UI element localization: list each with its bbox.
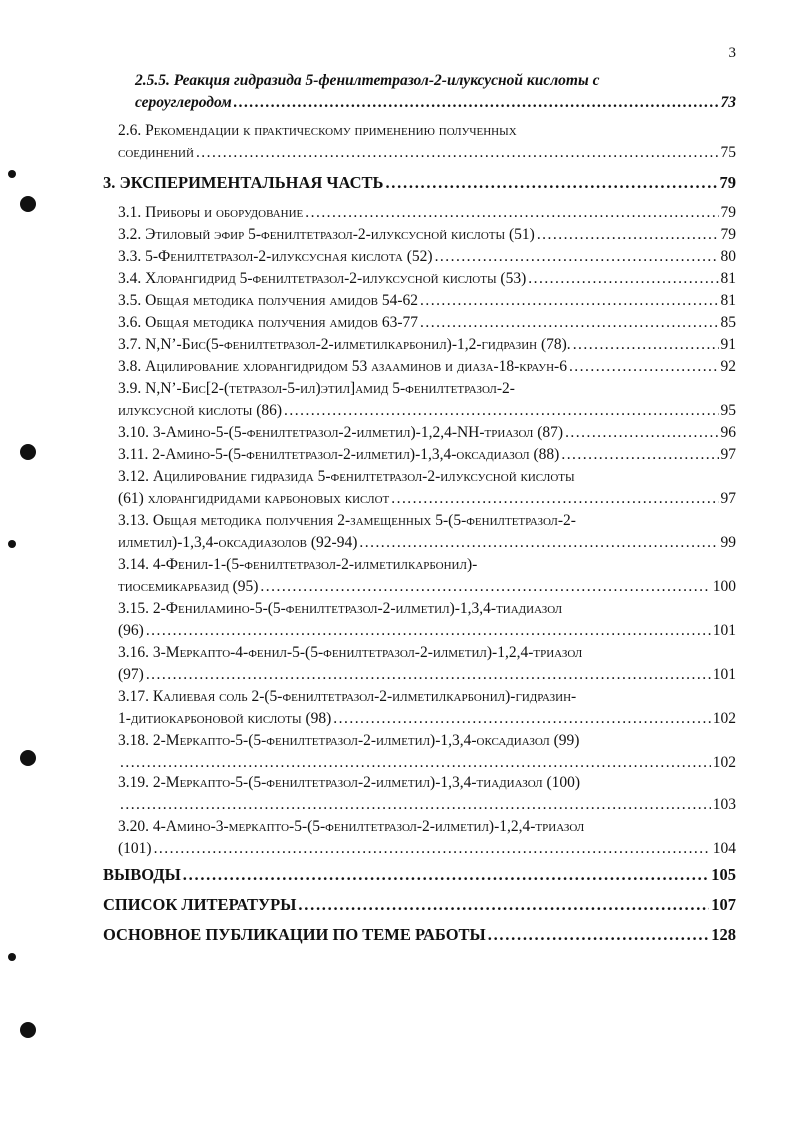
toc-page-number: 97 bbox=[720, 446, 736, 463]
toc-dot-leader bbox=[573, 334, 719, 356]
toc-entry-title: сероуглеродом bbox=[135, 94, 232, 111]
toc-page-number: 79 bbox=[720, 226, 736, 243]
toc-entry-title: ВЫВОДЫ bbox=[103, 865, 181, 884]
toc-entry-title: тиосемикарбазид (95) bbox=[118, 578, 259, 595]
toc-page-number: 95 bbox=[720, 402, 736, 419]
toc-entry-line bbox=[118, 400, 736, 422]
toc-entry-title: 3.18. 2-Меркапто-5-(5-фенилтетразол-2-илметил)-1,3,4-оксадиазол (99) bbox=[118, 732, 580, 749]
toc-entry-title: 3.2. Этиловый эфир 5-фенилтетразол-2-илуксусной кислоты (51) bbox=[118, 226, 535, 243]
toc-entry-line-cont bbox=[118, 554, 477, 576]
toc-page-number: 79 bbox=[720, 204, 736, 221]
toc-dot-leader bbox=[561, 444, 718, 466]
toc-dot-leader bbox=[146, 664, 711, 686]
toc-entry-title: 1-дитиокарбоновой кислоты (98) bbox=[118, 710, 332, 727]
toc-entry-title: 3.14. 4-Фенил-1-(5-фенилтетразол-2-илметилкарбонил)- bbox=[118, 556, 478, 573]
toc-dot-leader bbox=[488, 924, 710, 946]
toc-entry-title: ОСНОВНОЕ ПУБЛИКАЦИИ ПО ТЕМЕ РАБОТЫ bbox=[103, 925, 486, 944]
toc-entry-line-cont bbox=[118, 598, 562, 620]
toc-page-number: 81 bbox=[720, 292, 736, 309]
toc-entry-line-cont bbox=[118, 816, 584, 838]
toc-entry-title: (96) bbox=[118, 622, 144, 639]
toc-dot-leader bbox=[120, 752, 711, 774]
binder-hole bbox=[8, 540, 16, 548]
toc-entry-line bbox=[118, 620, 736, 642]
toc-entry-title: илуксусной кислоты (86) bbox=[118, 402, 283, 419]
toc-dot-leader bbox=[146, 620, 711, 642]
toc-entry-line bbox=[118, 422, 736, 444]
toc-page-number: 107 bbox=[711, 895, 736, 914]
toc-entry-title: 2.5.5. Реакция гидразида 5-фенилтетразол-2-илуксусной кислоты с bbox=[135, 72, 600, 89]
toc-dot-leader bbox=[284, 400, 718, 422]
toc-entry-line bbox=[103, 924, 736, 946]
toc-page-number: 91 bbox=[720, 336, 736, 353]
toc-entry-line bbox=[118, 664, 736, 686]
toc-page-number: 128 bbox=[711, 925, 736, 944]
toc-entry-title: 3.8. Ацилирование хлорангидридом 53 азааминов и диаза-18-краун-6 bbox=[118, 358, 567, 375]
toc-dot-leader bbox=[305, 202, 718, 224]
toc-dot-leader bbox=[420, 312, 718, 334]
toc-page-number: 85 bbox=[720, 314, 736, 331]
toc-page-number: 79 bbox=[719, 173, 736, 192]
toc-entry-line bbox=[118, 488, 736, 510]
toc-dot-leader bbox=[528, 268, 718, 290]
toc-dot-leader bbox=[435, 246, 719, 268]
toc-entry-line bbox=[118, 224, 736, 246]
toc-entry-title: 3.10. 3-Амино-5-(5-фенилтетразол-2-илметил)-1,2,4-NH-триазол (87) bbox=[118, 424, 564, 441]
toc-entry-line bbox=[118, 356, 736, 378]
toc-entry-line bbox=[135, 92, 736, 114]
toc-entry-line-cont bbox=[118, 120, 517, 142]
toc-entry-line bbox=[118, 532, 736, 554]
toc-entry-line bbox=[118, 290, 736, 312]
toc-dot-leader bbox=[234, 92, 719, 114]
toc-dot-leader bbox=[391, 488, 718, 510]
toc-page-number: 75 bbox=[720, 144, 736, 161]
toc-entry-title: 3.5. Общая методика получения амидов 54-62 bbox=[118, 292, 419, 309]
binder-hole bbox=[20, 1022, 36, 1038]
toc-entry-title: 3. ЭКСПЕРИМЕНТАЛЬНАЯ ЧАСТЬ bbox=[103, 173, 384, 192]
toc-entry-line bbox=[103, 864, 736, 886]
toc-entry-line bbox=[118, 142, 736, 164]
toc-entry-line bbox=[118, 444, 736, 466]
toc-dot-leader bbox=[385, 172, 717, 194]
page-number: 3 bbox=[728, 45, 736, 61]
toc-entry-title: 3.13. Общая методика получения 2-замещенных 5-(5-фенилтетразол-2- bbox=[118, 512, 576, 529]
toc-page-number: 92 bbox=[720, 358, 736, 375]
toc-entry-line-cont bbox=[135, 70, 599, 92]
toc-entry-title: 3.20. 4-Амино-3-меркапто-5-(5-фенилтетразол-2-илметил)-1,2,4-триазол bbox=[118, 818, 585, 835]
toc-page-number: 102 bbox=[712, 754, 736, 771]
toc-entry-title: 3.6. Общая методика получения амидов 63-77 bbox=[118, 314, 419, 331]
toc-entry-line-cont bbox=[118, 510, 576, 532]
toc-page-number: 103 bbox=[712, 796, 736, 813]
toc-entry-title: 3.16. 3-Меркапто-4-фенил-5-(5-фенилтетразол-2-илметил)-1,2,4-триазол bbox=[118, 644, 583, 661]
toc-page-number: 104 bbox=[712, 840, 736, 857]
toc-entry-title: (97) bbox=[118, 666, 144, 683]
toc-entry-line-cont bbox=[118, 466, 575, 488]
toc-entry-line bbox=[118, 838, 736, 860]
toc-entry-title: 3.9. N,N’-Бис[2-(тетразол-5-ил)этил]амид 5-фенилтетразол-2- bbox=[118, 380, 515, 397]
toc-entry-title: (61) хлорангидридами карбоновых кислот bbox=[118, 490, 390, 507]
toc-entry-line bbox=[118, 202, 736, 224]
toc-entry-line-cont bbox=[118, 730, 579, 752]
toc-page-number: 99 bbox=[720, 534, 736, 551]
toc-entry-line bbox=[103, 894, 736, 916]
toc-entry-title: 3.7. N,N’-Бис(5-фенилтетразол-2-илметилкарбонил)-1,2-гидразин (78). bbox=[118, 336, 571, 353]
toc-page-number: 96 bbox=[720, 424, 736, 441]
binder-hole bbox=[8, 170, 16, 178]
toc-entry-title: соединений bbox=[118, 144, 194, 161]
toc-entry-line bbox=[103, 172, 736, 194]
toc-dot-leader bbox=[537, 224, 719, 246]
toc-entry-line-cont bbox=[118, 642, 582, 664]
toc-entry-title: 3.1. Приборы и оборудование bbox=[118, 204, 304, 221]
toc-dot-leader bbox=[154, 838, 711, 860]
toc-page-number: 105 bbox=[711, 865, 736, 884]
toc-entry-title: 3.3. 5-Фенилтетразол-2-илуксусная кислота (52) bbox=[118, 248, 433, 265]
toc-entry-line bbox=[118, 576, 736, 598]
toc-dot-leader bbox=[298, 894, 709, 916]
toc-entry-title: 3.4. Хлорангидрид 5-фенилтетразол-2-илуксусной кислоты (53) bbox=[118, 270, 527, 287]
toc-entry-title: СПИСОК ЛИТЕРАТУРЫ bbox=[103, 895, 297, 914]
toc-page-number: 73 bbox=[720, 94, 736, 111]
toc-entry-title: 2.6. Рекомендации к практическому применению полученных bbox=[118, 122, 517, 139]
toc-page-number: 102 bbox=[712, 710, 736, 727]
binder-hole bbox=[8, 953, 16, 961]
toc-page-number: 80 bbox=[720, 248, 736, 265]
toc-dot-leader bbox=[569, 356, 719, 378]
binder-hole bbox=[20, 444, 36, 460]
toc-entry-line bbox=[118, 268, 736, 290]
toc-dot-leader bbox=[359, 532, 718, 554]
toc-entry-title: 3.15. 2-Фениламино-5-(5-фенилтетразол-2-илметил)-1,3,4-тиадиазол bbox=[118, 600, 563, 617]
toc-entry-title: 3.17. Калиевая соль 2-(5-фенилтетразол-2-илметилкарбонил)-гидразин- bbox=[118, 688, 577, 705]
toc-dot-leader bbox=[196, 142, 719, 164]
toc-dot-leader bbox=[183, 864, 709, 886]
binder-hole bbox=[20, 750, 36, 766]
toc-dot-leader bbox=[420, 290, 718, 312]
toc-entry-line bbox=[118, 708, 736, 730]
toc-entry-title: илметил)-1,3,4-оксадиазолов (92-94) bbox=[118, 534, 358, 551]
toc-dot-leader bbox=[260, 576, 710, 598]
toc-entry-title: (101) bbox=[118, 840, 152, 857]
toc-entry-line bbox=[118, 794, 736, 816]
toc-entry-line-cont bbox=[118, 686, 576, 708]
toc-entry-line-cont bbox=[118, 378, 515, 400]
toc-page-number: 100 bbox=[712, 578, 736, 595]
toc-entry-line bbox=[118, 752, 736, 774]
toc-page-number: 97 bbox=[720, 490, 736, 507]
toc-entry-line-cont bbox=[118, 772, 580, 794]
toc-page-number: 81 bbox=[720, 270, 736, 287]
toc-entry-line bbox=[118, 334, 736, 356]
toc-dot-leader bbox=[120, 794, 711, 816]
toc-entry-title: 3.12. Ацилирование гидразида 5-фенилтетразол-2-илуксусной кислоты bbox=[118, 468, 575, 485]
toc-entry-line bbox=[118, 246, 736, 268]
toc-entry-title: 3.11. 2-Амино-5-(5-фенилтетразол-2-илметил)-1,3,4-оксадиазол (88) bbox=[118, 446, 560, 463]
toc-dot-leader bbox=[565, 422, 718, 444]
binder-hole bbox=[20, 196, 36, 212]
toc-dot-leader bbox=[333, 708, 710, 730]
toc-page-number: 101 bbox=[712, 622, 736, 639]
toc-entry-title: 3.19. 2-Меркапто-5-(5-фенилтетразол-2-илметил)-1,3,4-тиадиазол (100) bbox=[118, 774, 581, 791]
toc-entry-line bbox=[118, 312, 736, 334]
toc-page-number: 101 bbox=[712, 666, 736, 683]
